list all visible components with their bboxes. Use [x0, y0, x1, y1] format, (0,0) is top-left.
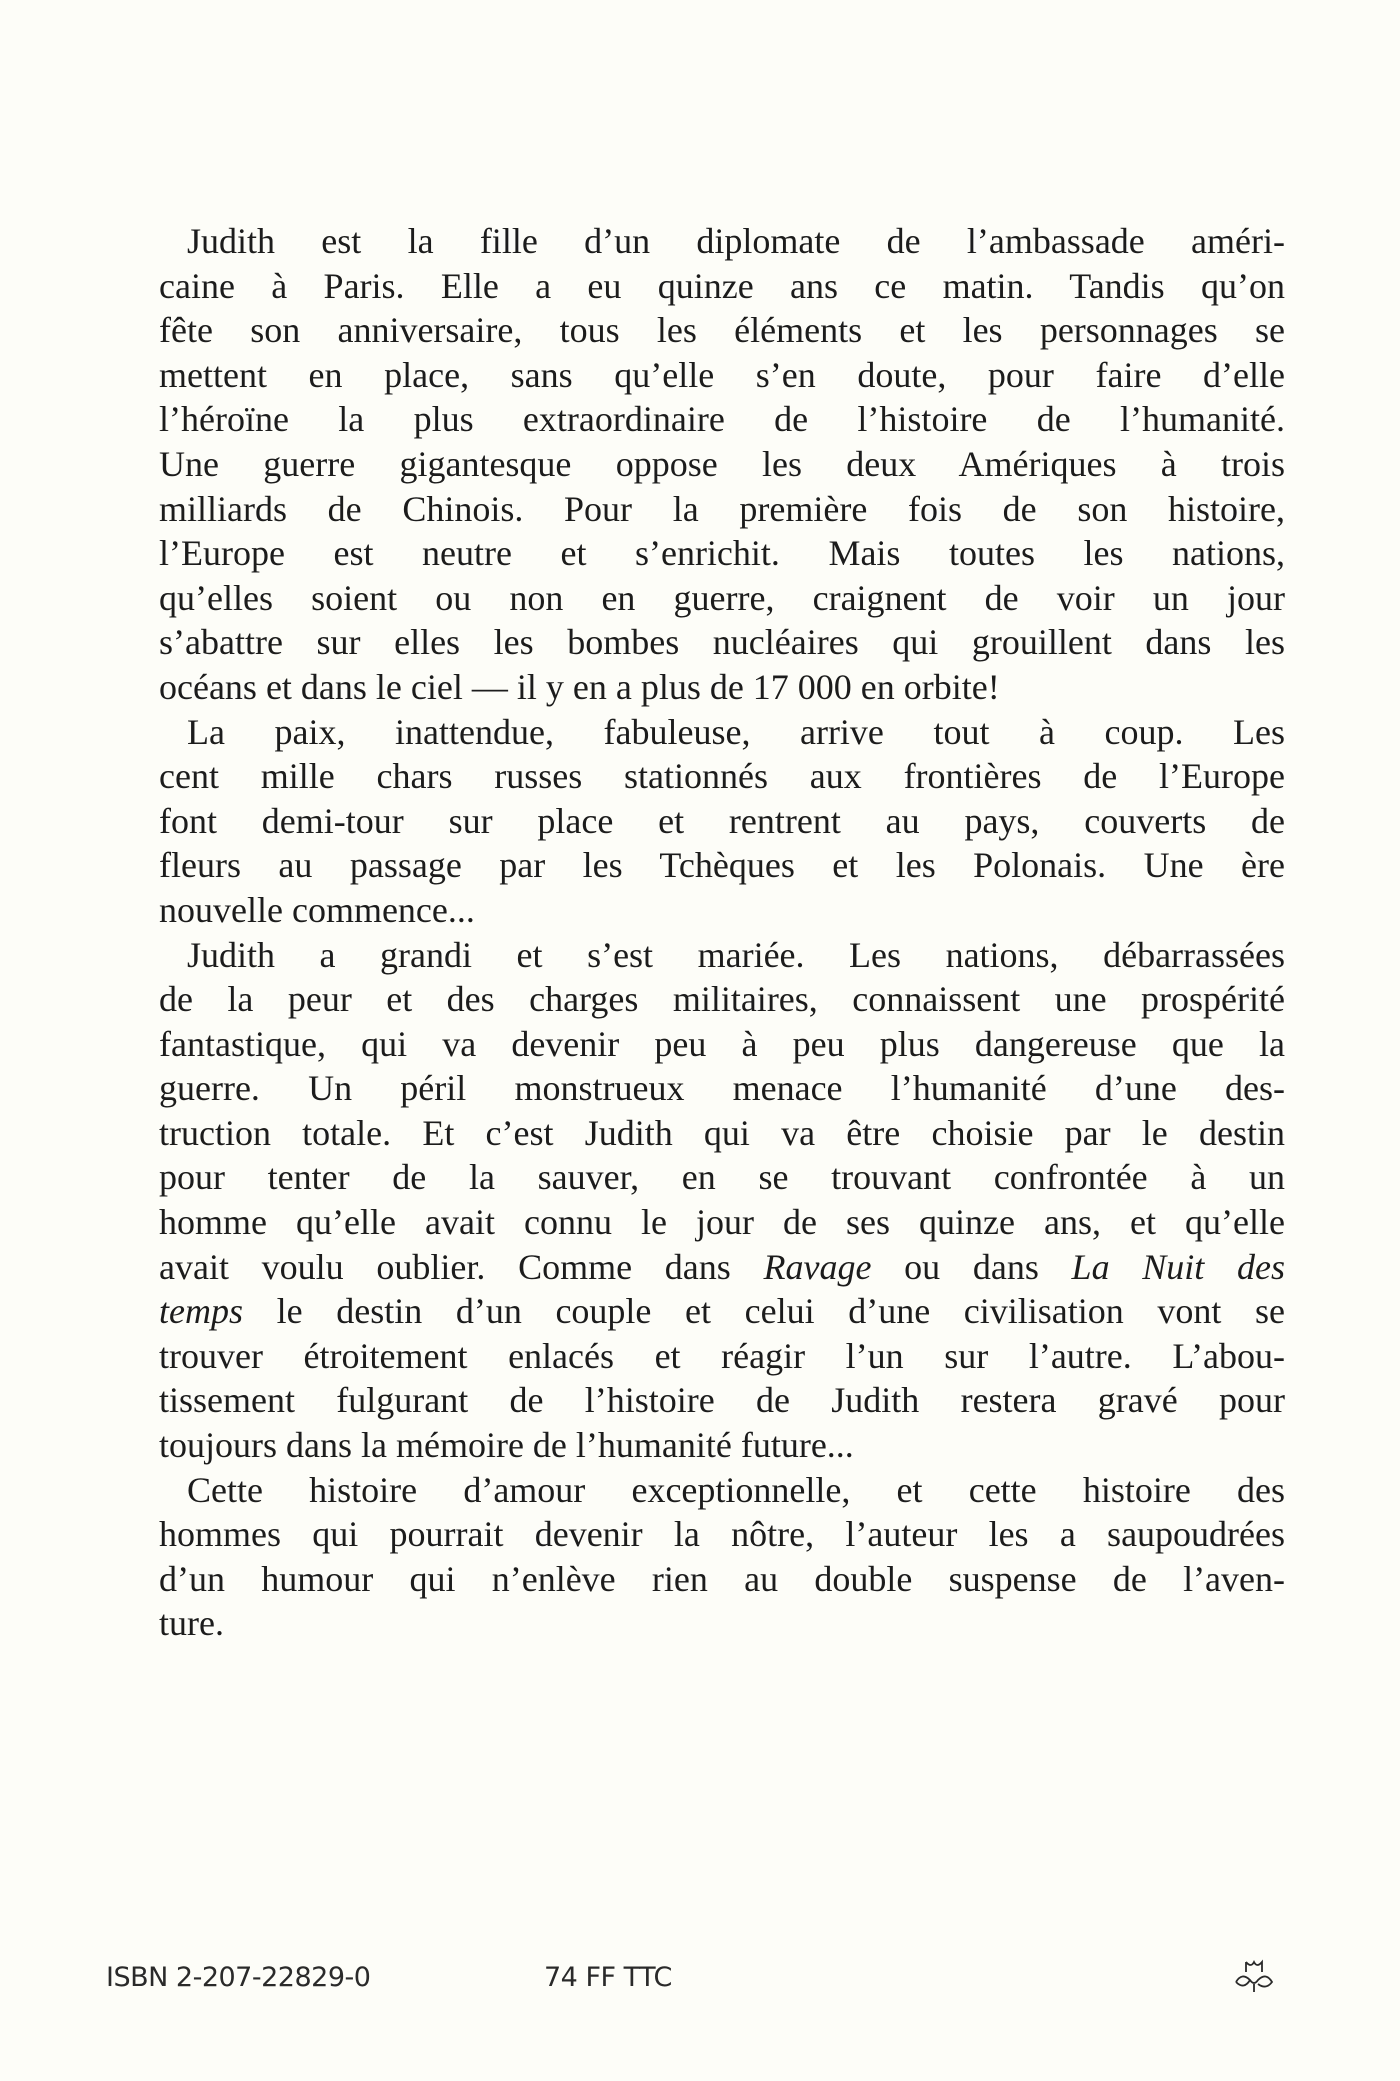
text-line [159, 1245, 1285, 1290]
text-line [159, 264, 1285, 309]
text-line [159, 397, 1285, 442]
text-segment: avait voulu oublier. Comme dans [159, 1246, 764, 1287]
text-line [159, 576, 1285, 621]
text-line [159, 1468, 1285, 1513]
text-line [159, 1200, 1285, 1245]
paragraph [159, 710, 1285, 933]
text-segment: mettent en place, sans qu’elle s’en doute, pour faire d’elle [159, 354, 1285, 395]
text-segment: Cette histoire d’amour exceptionnelle, et cette histoire des [187, 1469, 1285, 1510]
text-segment: Judith a grandi et s’est mariée. Les nations, débarrassées [187, 934, 1285, 975]
text-segment: Une guerre gigantesque oppose les deux Amériques à trois [159, 443, 1285, 484]
text-line [159, 977, 1285, 1022]
text-line [159, 1111, 1285, 1156]
italic-title: La Nuit des [1071, 1246, 1285, 1287]
text-line [159, 531, 1285, 576]
text-line [159, 665, 1285, 710]
text-segment: de la peur et des charges militaires, connaissent une prospérité [159, 979, 1285, 1020]
italic-title: temps [159, 1291, 243, 1332]
text-segment: fantastique, qui va devenir peu à peu plus dangereuse que la [159, 1023, 1285, 1064]
text-line [159, 442, 1285, 487]
text-segment: nouvelle commence... [159, 889, 475, 930]
paragraph [159, 933, 1285, 1468]
text-segment: caine à Paris. Elle a eu quinze ans ce matin. Tandis qu’on [159, 265, 1285, 306]
text-line [159, 1066, 1285, 1111]
text-segment: l’Europe est neutre et s’enrichit. Mais toutes les nations, [159, 533, 1285, 574]
text-line [159, 1512, 1285, 1557]
text-line [159, 710, 1285, 755]
text-line [159, 1378, 1285, 1423]
text-segment: cent mille chars russes stationnés aux frontières de l’Europe [159, 756, 1285, 797]
paragraph [159, 1468, 1285, 1646]
publisher-logo-icon [1232, 1958, 1276, 1994]
text-line [159, 487, 1285, 532]
text-line [159, 1557, 1285, 1602]
text-segment: le destin d’un couple et celui d’une civilisation vont se [243, 1291, 1285, 1332]
text-segment: pour tenter de la sauver, en se trouvant confrontée à un [159, 1157, 1285, 1198]
text-segment: truction totale. Et c’est Judith qui va être choisie par le destin [159, 1112, 1285, 1153]
text-segment: ture. [159, 1603, 224, 1644]
paragraph [159, 219, 1285, 710]
text-segment: La paix, inattendue, fabuleuse, arrive tout à coup. Les [187, 711, 1285, 752]
text-line [159, 799, 1285, 844]
text-segment: fleurs au passage par les Tchèques et les Polonais. Une ère [159, 845, 1285, 886]
text-segment: qu’elles soient ou non en guerre, craignent de voir un jour [159, 577, 1285, 618]
text-segment: toujours dans la mémoire de l’humanité future... [159, 1425, 854, 1466]
text-segment: milliards de Chinois. Pour la première fois de son histoire, [159, 488, 1285, 529]
text-segment: l’héroïne la plus extraordinaire de l’histoire de l’humanité. [159, 399, 1285, 440]
text-segment: ou dans [871, 1246, 1072, 1287]
back-cover-blurb [159, 219, 1285, 1646]
text-line [159, 1155, 1285, 1200]
text-line [159, 1334, 1285, 1379]
text-line [159, 308, 1285, 353]
text-segment: d’un humour qui n’enlève rien au double suspense de l’aven- [159, 1558, 1285, 1599]
text-segment: Judith est la fille d’un diplomate de l’ambassade améri- [187, 221, 1285, 261]
text-line [159, 353, 1285, 398]
text-segment: fête son anniversaire, tous les éléments et les personnages se [159, 310, 1285, 351]
text-line [159, 1601, 1285, 1646]
text-line [159, 620, 1285, 665]
text-segment: s’abattre sur elles les bombes nucléaires qui grouillent dans les [159, 622, 1285, 663]
text-segment: trouver étroitement enlacés et réagir l’un sur l’autre. L’abou- [159, 1335, 1285, 1376]
text-segment: tissement fulgurant de l’histoire de Judith restera gravé pour [159, 1380, 1285, 1421]
text-line [159, 1289, 1285, 1334]
price: 74 FF TTC [544, 1962, 672, 1993]
text-segment: océans et dans le ciel — il y en a plus de 17 000 en orbite! [159, 666, 1000, 707]
isbn: ISBN 2-207-22829-0 [106, 1962, 371, 1993]
text-segment: guerre. Un péril monstrueux menace l’humanité d’une des- [159, 1068, 1285, 1109]
text-line [159, 219, 1285, 264]
text-segment: homme qu’elle avait connu le jour de ses quinze ans, et qu’elle [159, 1202, 1285, 1243]
text-line [159, 1022, 1285, 1067]
text-line [159, 754, 1285, 799]
italic-title: Ravage [763, 1246, 872, 1287]
text-line [159, 1423, 1285, 1468]
text-line [159, 843, 1285, 888]
text-line [159, 933, 1285, 978]
text-segment: font demi-tour sur place et rentrent au pays, couverts de [159, 800, 1285, 841]
text-segment: hommes qui pourrait devenir la nôtre, l’auteur les a saupoudrées [159, 1514, 1285, 1555]
text-line [159, 888, 1285, 933]
